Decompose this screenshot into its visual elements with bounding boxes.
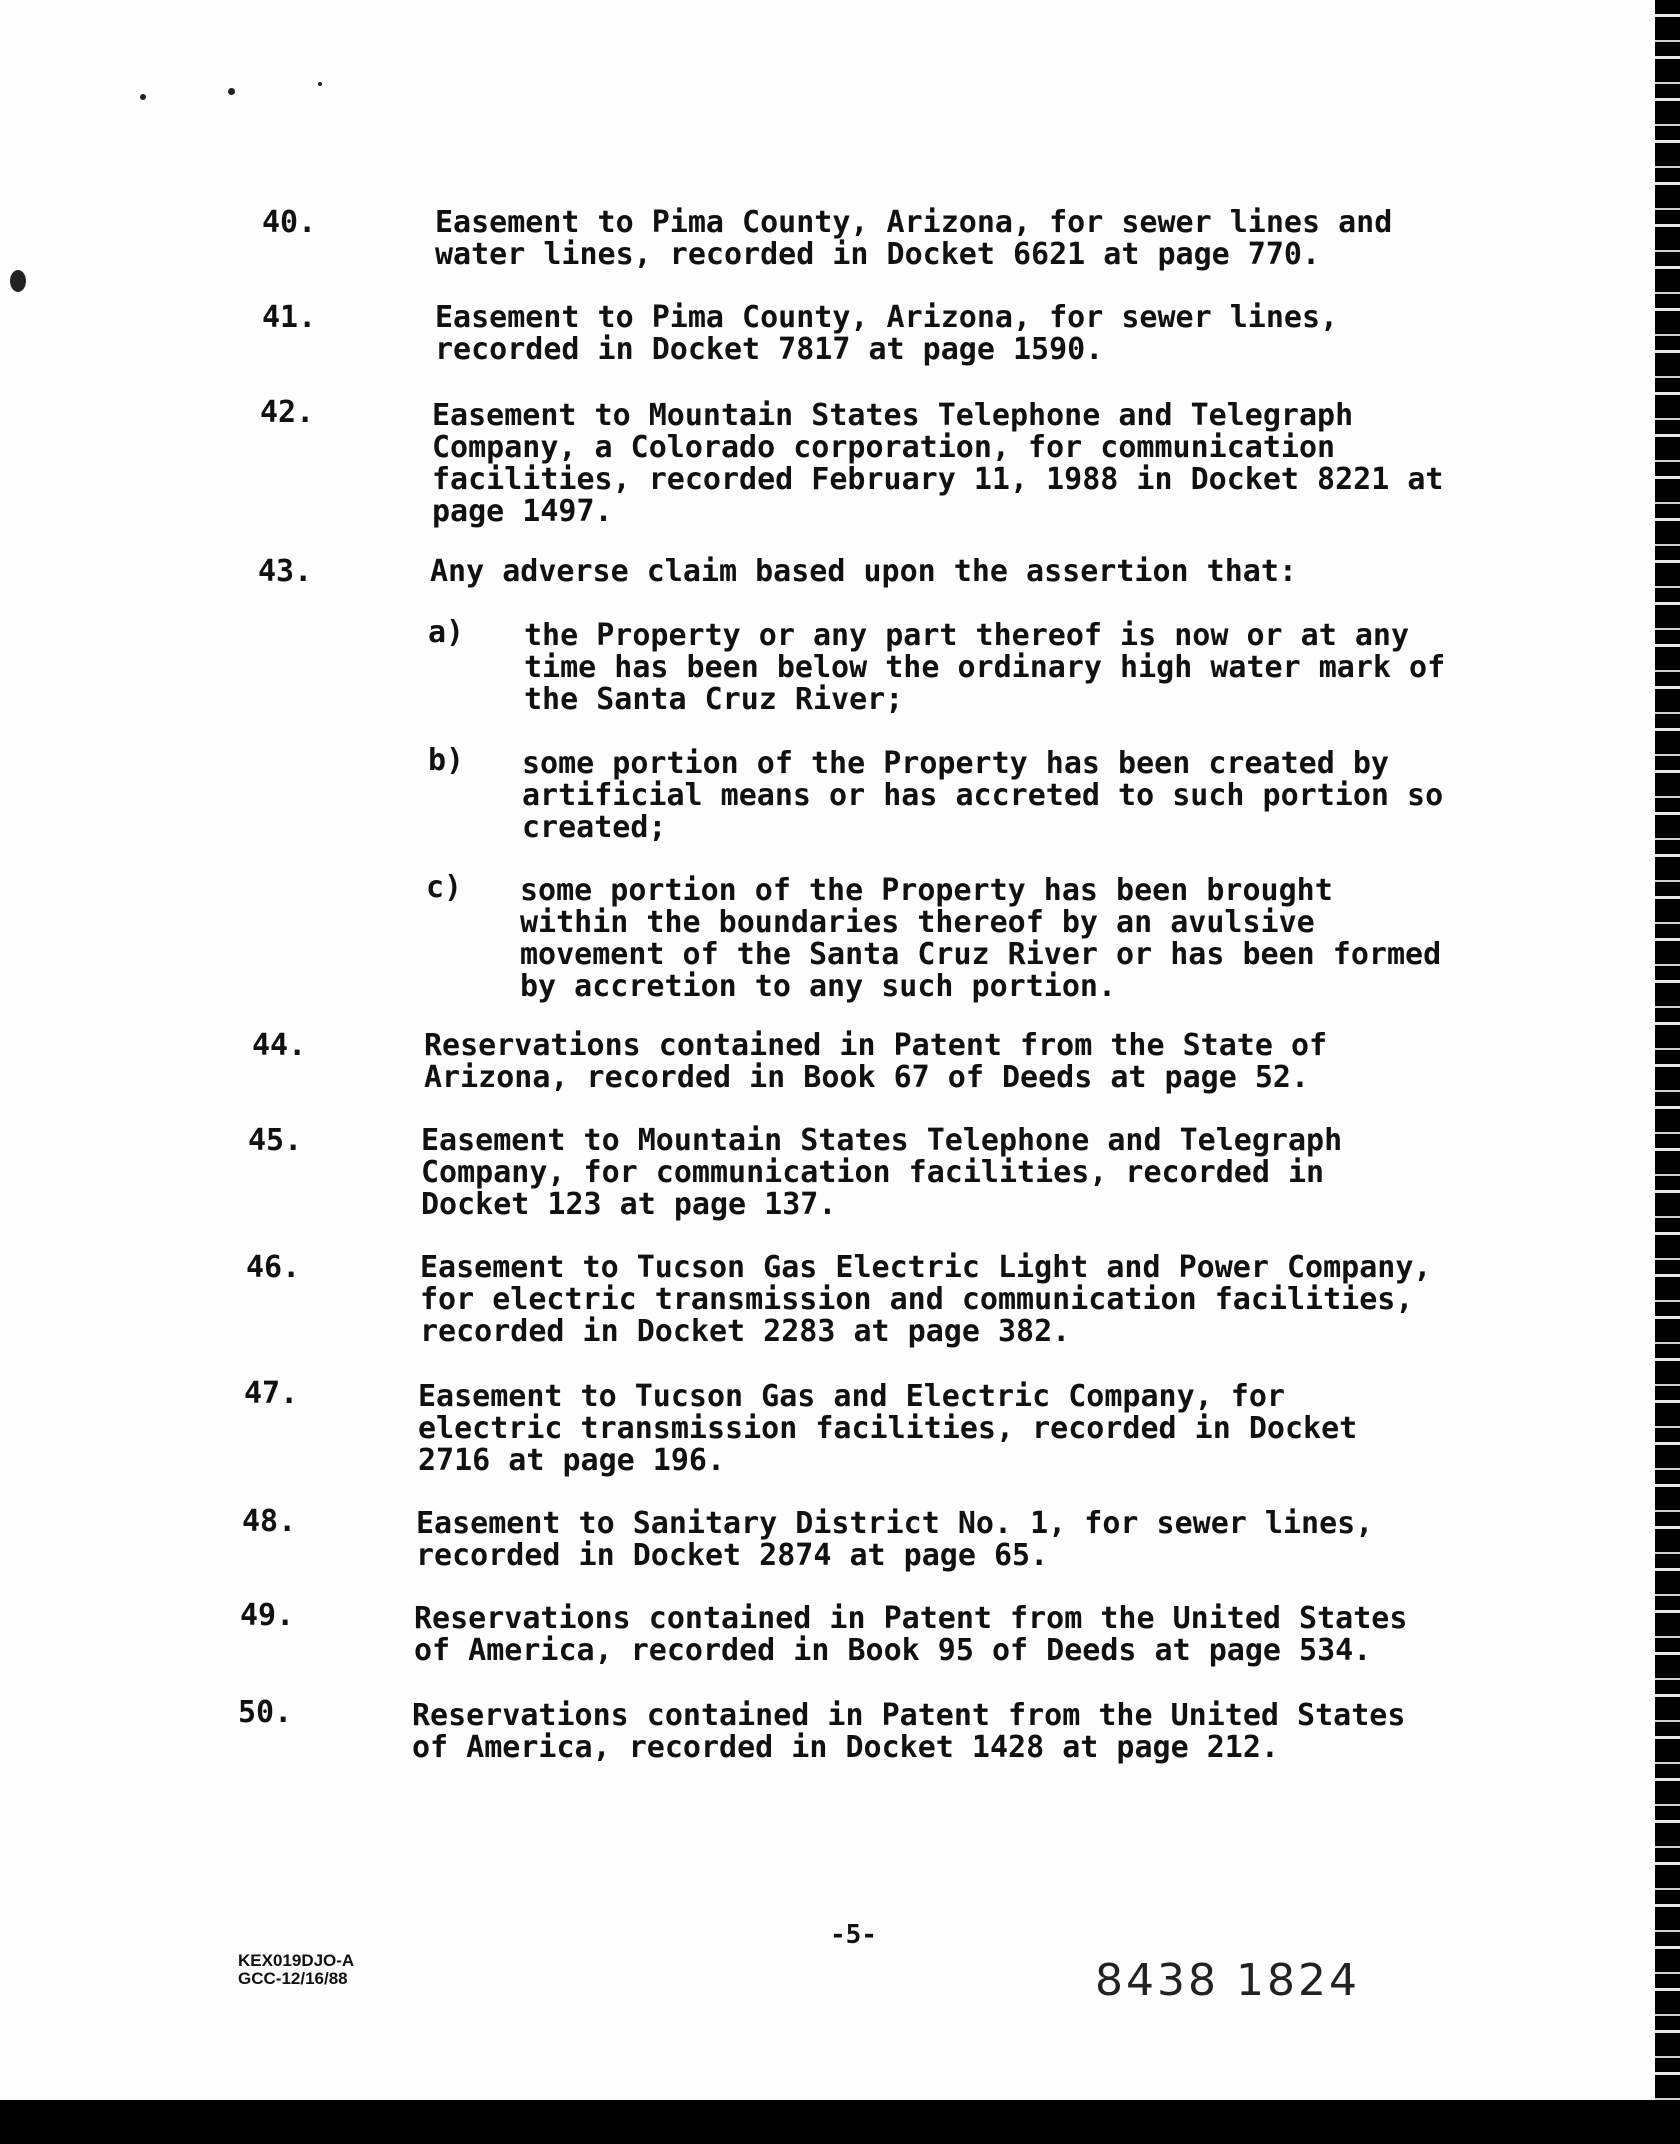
sub-item-label: a) bbox=[428, 615, 465, 650]
document-code bbox=[238, 1952, 354, 1988]
sub-item-text: the Property or any part thereof is now or at any time has been below the ordinary high water mark of the Santa Cruz River; bbox=[524, 618, 1446, 717]
item-text: Easement to Tucson Gas Electric Light and Power Company, for electric transmission and communication facilities, recorded in Docket 2283 at page 382. bbox=[420, 1250, 1432, 1349]
scan-speck bbox=[10, 270, 26, 292]
item-number: 40. bbox=[262, 205, 317, 240]
page-number: -5- bbox=[830, 1920, 877, 1950]
item-number: 44. bbox=[252, 1028, 307, 1063]
item-text: Easement to Pima County, Arizona, for sewer lines, recorded in Docket 7817 at page 1590. bbox=[435, 300, 1339, 367]
sub-item-text: some portion of the Property has been created by artificial means or has accreted to such portion so created; bbox=[522, 746, 1444, 845]
sub-item-label: b) bbox=[428, 743, 465, 778]
item-text: Easement to Tucson Gas and Electric Company, for electric transmission facilities, recorded in Docket 2716 at page 196. bbox=[418, 1379, 1358, 1478]
recording-stamp-number: 8438 1824 bbox=[1095, 1955, 1360, 2006]
document-code-date: GCC-12/16/88 bbox=[238, 1969, 348, 1988]
item-number: 50. bbox=[238, 1695, 293, 1730]
item-number: 47. bbox=[244, 1376, 299, 1411]
item-number: 46. bbox=[246, 1250, 301, 1285]
item-number: 45. bbox=[248, 1123, 303, 1158]
scan-speck bbox=[318, 82, 322, 86]
scan-bottom-edge bbox=[0, 2100, 1680, 2144]
sub-item-text: some portion of the Property has been brought within the boundaries thereof by an avulsive movement of the Santa Cruz River or has been formed by accretion to any such portion. bbox=[520, 873, 1442, 1004]
item-text: Easement to Mountain States Telephone and Telegraph Company, for communication facilities, recorded in Docket 123 at page 137. bbox=[421, 1123, 1343, 1222]
item-number: 43. bbox=[258, 554, 313, 589]
item-text: Reservations contained in Patent from the United States of America, recorded in Book 95 of Deeds at page 534. bbox=[414, 1601, 1408, 1668]
item-text: Easement to Sanitary District No. 1, for sewer lines, recorded in Docket 2874 at page 65. bbox=[416, 1506, 1374, 1573]
item-text: Reservations contained in Patent from the United States of America, recorded in Docket 1428 at page 212. bbox=[412, 1698, 1406, 1765]
scan-edge bbox=[1655, 0, 1680, 2144]
item-number: 41. bbox=[262, 300, 317, 335]
scan-speck bbox=[140, 94, 146, 100]
scan-speck bbox=[228, 88, 235, 95]
item-text: Easement to Mountain States Telephone and Telegraph Company, a Colorado corporation, for communication facilities, recorded February 11, 1988 in Docket 8221 at page 1497. bbox=[432, 398, 1444, 529]
document-code-line: KEX019DJO-A bbox=[238, 1951, 355, 1970]
item-number: 48. bbox=[242, 1504, 297, 1539]
item-number: 49. bbox=[240, 1598, 295, 1633]
sub-item-label: c) bbox=[426, 870, 463, 905]
item-number: 42. bbox=[260, 395, 315, 430]
item-text: Any adverse claim based upon the assertion that: bbox=[430, 554, 1297, 589]
item-text: Reservations contained in Patent from the State of Arizona, recorded in Book 67 of Deeds at page 52. bbox=[424, 1028, 1328, 1095]
item-text: Easement to Pima County, Arizona, for sewer lines and water lines, recorded in Docket 6621 at page 770. bbox=[435, 205, 1393, 272]
